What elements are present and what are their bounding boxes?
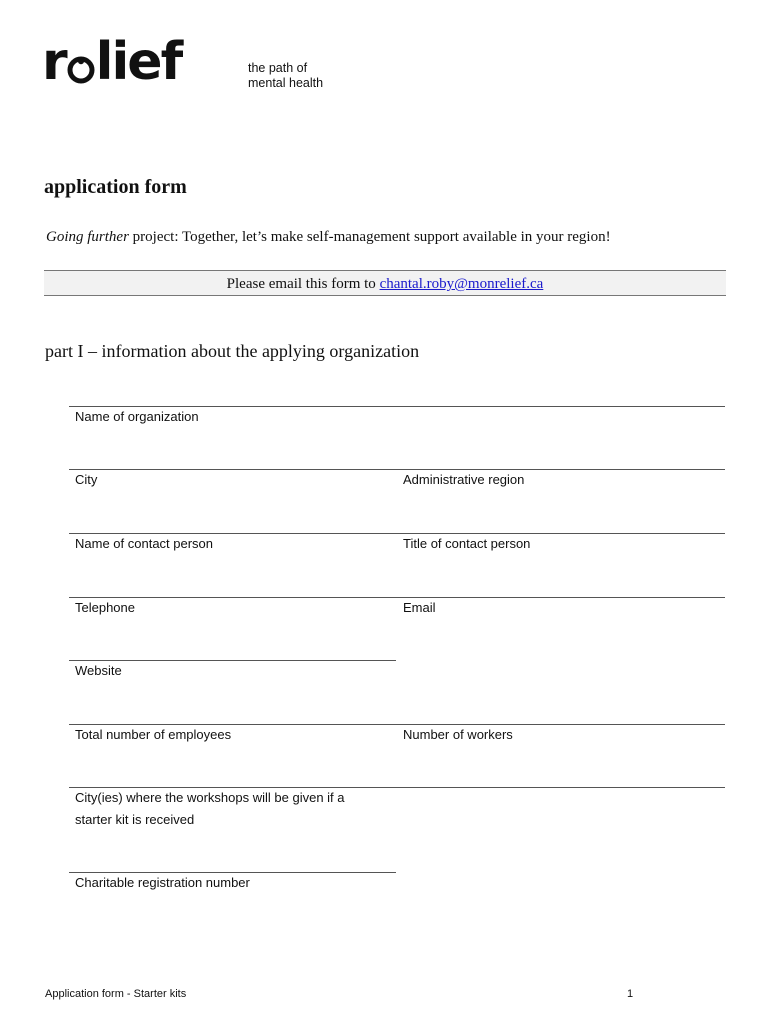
email-link[interactable]: chantal.roby@monrelief.ca	[379, 276, 544, 292]
email-prefix: Please email this form to	[226, 276, 380, 292]
email-instruction-bar	[44, 270, 726, 296]
tagline-line-1: the path of	[248, 61, 308, 75]
relief-logo	[42, 34, 181, 90]
tagline-line-2: mental health	[248, 76, 324, 90]
label-total-employees: Total number of employees	[75, 727, 232, 742]
label-charitable-number: Charitable registration number	[75, 875, 250, 890]
label-city: City	[75, 472, 98, 487]
label-website: Website	[75, 663, 122, 678]
footer-text: Application form - Starter kits	[45, 988, 187, 1000]
label-telephone: Telephone	[75, 600, 135, 615]
intro-italic: Going further	[46, 229, 129, 245]
label-workshop-cities-line-1: City(ies) where the workshops will be given if a	[75, 790, 345, 805]
logo-letters-start: r	[42, 32, 66, 92]
label-workshop-cities-line-2: starter kit is received	[75, 812, 195, 827]
section-title: part I – information about the applying organization	[45, 341, 420, 361]
label-number-workers: Number of workers	[403, 727, 513, 742]
label-administrative-region: Administrative region	[403, 472, 525, 487]
intro-rest: project: Together, let’s make self-management support available in your region!	[128, 229, 611, 245]
label-contact-name: Name of contact person	[75, 536, 214, 551]
page-title: application form	[44, 176, 187, 198]
label-contact-title: Title of contact person	[403, 536, 531, 551]
logo-mark-icon	[66, 34, 96, 90]
logo-letters-end: lief	[95, 32, 182, 92]
label-email: Email	[403, 600, 436, 615]
label-organization-name: Name of organization	[75, 409, 199, 424]
tagline	[248, 61, 323, 91]
intro-text	[46, 229, 611, 246]
field-rule	[69, 597, 725, 598]
field-rule	[69, 469, 725, 470]
page-number: 1	[627, 988, 634, 1000]
